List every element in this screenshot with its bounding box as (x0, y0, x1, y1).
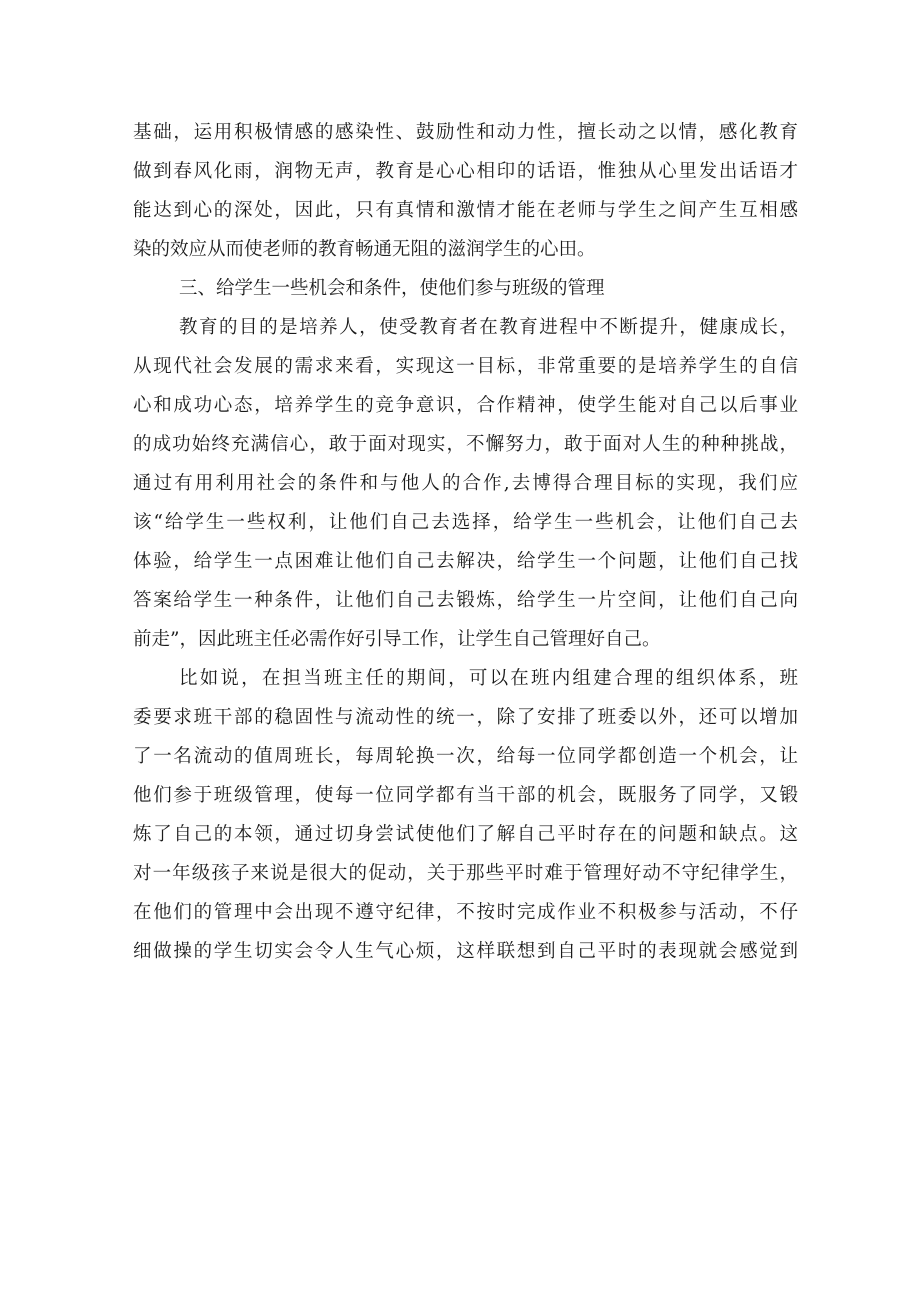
text-line: 答案给学生一种条件，让他们自己去锻炼，给学生一片空间，让他们自己向 (133, 590, 798, 611)
document-body (133, 113, 798, 971)
paragraph-1 (133, 113, 798, 269)
text-line: 的成功始终充满信心，敢于面对现实，不懈努力，敢于面对人生的种种挑战， (133, 434, 798, 455)
text-line: 从现代社会发展的需求来看，实现这一目标，非常重要的是培养学生的自信 (133, 356, 798, 377)
text-line: 教育的目的是培养人，使受教育者在教育进程中不断提升，健康成长， (179, 317, 798, 338)
text-line: 该“给学生一些权利，让他们自己去选择，给学生一些机会，让他们自己去 (133, 512, 798, 533)
paragraph-3 (133, 308, 798, 659)
text-line: 了一名流动的值周班长，每周轮换一次，给每一位同学都创造一个机会，让 (133, 746, 798, 767)
text-line: 比如说，在担当班主任的期间，可以在班内组建合理的组织体系，班 (179, 668, 798, 689)
text-line: 在他们的管理中会出现不遵守纪律，不按时完成作业不积极参与活动，不仔 (133, 902, 798, 923)
section-heading (133, 269, 798, 308)
section-heading-text: 三、给学生一些机会和条件，使他们参与班级的管理 (179, 278, 605, 299)
text-line: 炼了自己的本领，通过切身尝试使他们了解自己平时存在的问题和缺点。这 (133, 824, 798, 845)
text-line: 前走”，因此班主任必需作好引导工作，让学生自己管理好自己。 (133, 629, 661, 650)
text-line: 心和成功心态，培养学生的竞争意识，合作精神，使学生能对自己以后事业 (133, 395, 798, 416)
text-line: 基础，运用积极情感的感染性、鼓励性和动力性，擅长动之以情，感化教育 (133, 122, 798, 143)
text-line: 能达到心的深处，因此，只有真情和激情才能在老师与学生之间产生互相感 (133, 200, 798, 221)
text-line: 染的效应从而使老师的教育畅通无阻的滋润学生的心田。 (133, 239, 596, 260)
paragraph-4 (133, 659, 798, 971)
text-line: 他们参于班级管理，使每一位同学都有当干部的机会，既服务了同学，又锻 (133, 785, 798, 806)
text-line: 体验，给学生一点困难让他们自己去解决，给学生一个问题，让他们自己找 (133, 551, 798, 572)
text-line: 对一年级孩子来说是很大的促动，关于那些平时难于管理好动不守纪律学生， (133, 863, 798, 884)
text-line: 通过有用利用社会的条件和与他人的合作,去博得合理目标的实现，我们应 (133, 473, 798, 494)
text-line: 做到春风化雨，润物无声，教育是心心相印的话语，惟独从心里发出话语才 (133, 161, 798, 182)
text-line: 委要求班干部的稳固性与流动性的统一，除了安排了班委以外，还可以增加 (133, 707, 798, 728)
text-line: 细做操的学生切实会令人生气心烦，这样联想到自己平时的表现就会感觉到 (133, 941, 798, 962)
